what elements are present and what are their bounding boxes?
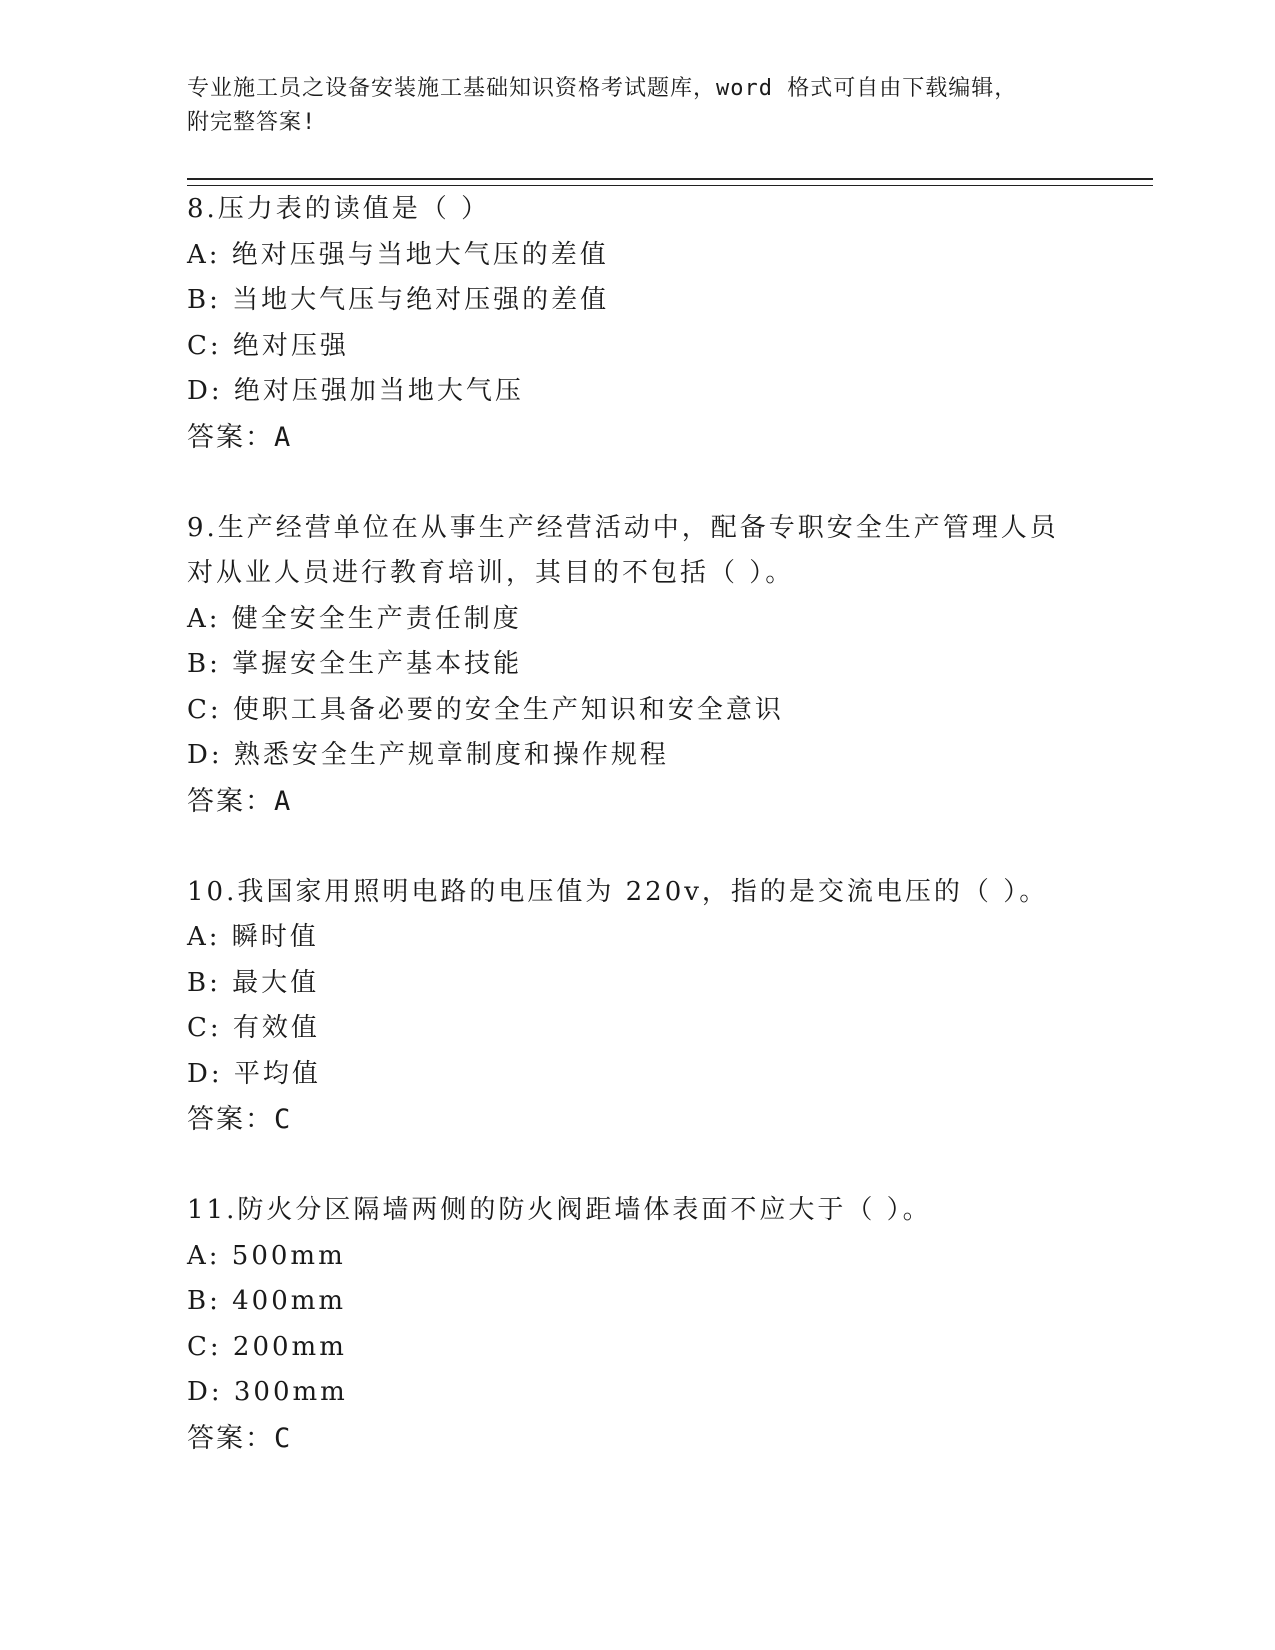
option-c: C: 绝对压强: [187, 330, 349, 361]
document-header: [187, 72, 1087, 140]
option-a: A: 瞬时值: [187, 922, 319, 952]
option-c: C: 200mm: [187, 1331, 347, 1362]
question-stem-continued: 对从业人员进行教育培训，其目的不包括（ ）。: [187, 558, 795, 588]
header-divider: [187, 178, 1153, 186]
question-11: [187, 1188, 1153, 1461]
option-a: A: 500mm: [187, 1240, 346, 1271]
answer-value: C: [274, 1104, 293, 1135]
option-d: D: 平均值: [187, 1058, 321, 1089]
header-line-1: 专业施工员之设备安装施工基础知识资格考试题库，word 格式可自由下载编辑，: [187, 76, 1018, 101]
answer-label: 答案：: [187, 421, 274, 453]
answer-label: 答案：: [187, 785, 274, 817]
question-list: [187, 187, 1153, 1507]
option-a: A: 绝对压强与当地大气压的差值: [187, 239, 609, 270]
option-a: A: 健全安全生产责任制度: [187, 603, 522, 634]
answer-label: 答案：: [187, 1422, 274, 1454]
answer-line: [187, 1416, 1153, 1462]
option-d: D: 300mm: [187, 1377, 348, 1407]
question-stem: 8.压力表的读值是（ ）: [187, 194, 491, 224]
answer-line: [187, 415, 1153, 461]
question-9: [187, 506, 1153, 825]
option-d: D: 熟悉安全生产规章制度和操作规程: [187, 740, 669, 770]
question-10: [187, 870, 1153, 1143]
question-stem: 10.我国家用照明电路的电压值为 220v，指的是交流电压的（ ）。: [187, 876, 1049, 907]
option-b: B: 最大值: [187, 967, 320, 998]
option-d: D: 绝对压强加当地大气压: [187, 376, 524, 406]
question-8: [187, 187, 1153, 460]
question-stem: 11.防火分区隔墙两侧的防火阀距墙体表面不应大于（ ）。: [187, 1195, 932, 1225]
option-c: C: 有效值: [187, 1013, 320, 1043]
answer-value: A: [274, 785, 293, 817]
answer-label: 答案：: [187, 1104, 274, 1135]
answer-line: [187, 1097, 1153, 1143]
answer-value: A: [274, 421, 293, 453]
option-b: B: 掌握安全生产基本技能: [187, 649, 523, 679]
option-b: B: 当地大气压与绝对压强的差值: [187, 285, 610, 315]
option-c: C: 使职工具备必要的安全生产知识和安全意识: [187, 694, 784, 725]
question-stem: 9.生产经营单位在从事生产经营活动中，配备专职安全生产管理人员: [187, 512, 1059, 543]
answer-value: C: [274, 1422, 293, 1454]
answer-line: [187, 779, 1153, 825]
header-line-2: 附完整答案!: [187, 110, 317, 135]
option-b: B: 400mm: [187, 1286, 347, 1316]
